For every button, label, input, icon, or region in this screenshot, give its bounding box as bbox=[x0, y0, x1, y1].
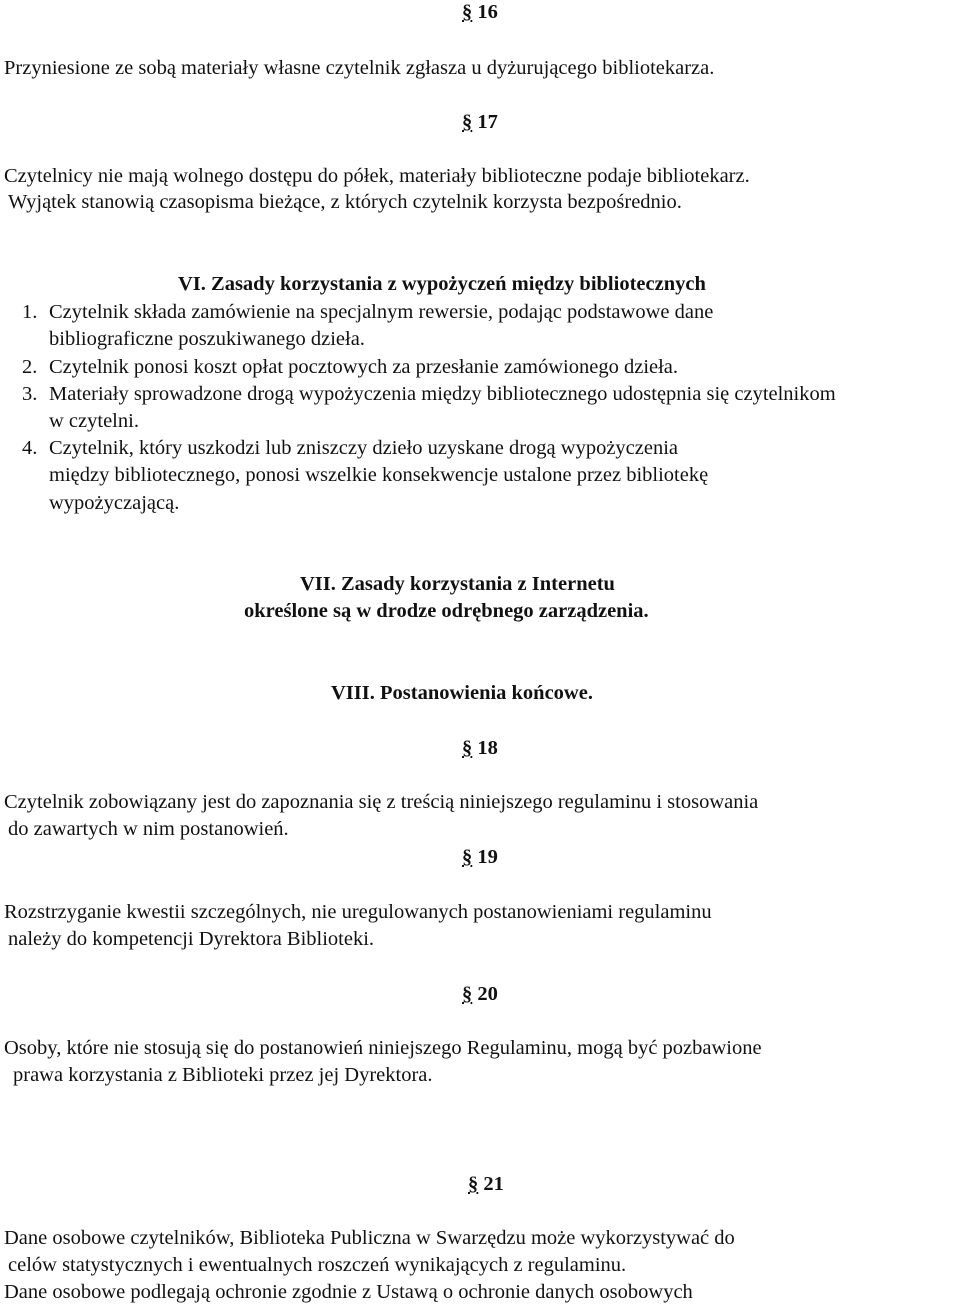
list-item-3-line-1: Materiały sprowadzone drogą wypożyczenia między bibliotecznego udostępnia się czytelnikom bbox=[49, 383, 836, 405]
list-item-number: 1. bbox=[22, 301, 38, 323]
paragraph-17-line-2: Wyjątek stanowią czasopisma bieżące, z których czytelnik korzysta bezpośrednio. bbox=[8, 191, 682, 213]
paragraph-19-line-1: Rozstrzyganie kwestii szczególnych, nie uregulowanych postanowieniami regulaminu bbox=[4, 901, 712, 923]
section-18-heading: § 18 bbox=[462, 737, 498, 759]
list-item-3-line-2: w czytelni. bbox=[49, 410, 139, 432]
list-item-number: 3. bbox=[22, 383, 38, 405]
paragraph-18-line-1: Czytelnik zobowiązany jest do zapoznania się z treścią niniejszego regulaminu i stosowania bbox=[4, 791, 759, 813]
paragraph-16-line-1: Przyniesione ze sobą materiały własne czytelnik zgłasza u dyżurującego bibliotekarza. bbox=[4, 57, 715, 79]
paragraph-18-line-2: do zawartych w nim postanowień. bbox=[8, 818, 289, 840]
section-19-heading: § 19 bbox=[462, 846, 498, 868]
paragraph-20-line-2: prawa korzystania z Biblioteki przez jej Dyrektora. bbox=[13, 1064, 433, 1086]
list-item-4-line-3: wypożyczającą. bbox=[49, 492, 180, 514]
chapter-8-heading: VIII. Postanowienia końcowe. bbox=[331, 682, 593, 704]
chapter-6-heading: VI. Zasady korzystania z wypożyczeń między bibliotecznych bbox=[178, 273, 706, 295]
list-item-4-line-2: między bibliotecznego, ponosi wszelkie konsekwencje ustalone przez bibliotekę bbox=[49, 464, 709, 486]
list-item-1-line-2: bibliograficzne poszukiwanego dzieła. bbox=[49, 328, 365, 350]
paragraph-21-line-1: Dane osobowe czytelników, Biblioteka Publiczna w Swarzędzu może wykorzystywać do bbox=[4, 1227, 735, 1249]
list-item-number: 4. bbox=[22, 437, 38, 459]
chapter-7-subheading: określone są w drodze odrębnego zarządzenia. bbox=[244, 600, 649, 622]
paragraph-20-line-1: Osoby, które nie stosują się do postanowień niniejszego Regulaminu, mogą być pozbawione bbox=[4, 1037, 762, 1059]
section-21-heading: § 21 bbox=[468, 1173, 504, 1195]
paragraph-21-line-2: celów statystycznych i ewentualnych roszczeń wynikających z regulaminu. bbox=[8, 1254, 627, 1276]
chapter-7-heading: VII. Zasady korzystania z Internetu bbox=[300, 573, 615, 595]
section-20-heading: § 20 bbox=[462, 983, 498, 1005]
section-16-heading: § 16 bbox=[462, 1, 498, 23]
list-item-2-line-1: Czytelnik ponosi koszt opłat pocztowych za przesłanie zamówionego dzieła. bbox=[49, 356, 679, 378]
section-17-heading: § 17 bbox=[462, 111, 498, 133]
paragraph-17-line-1: Czytelnicy nie mają wolnego dostępu do półek, materiały biblioteczne podaje bibliotekarz. bbox=[4, 165, 750, 187]
list-item-1-line-1: Czytelnik składa zamówienie na specjalnym rewersie, podając podstawowe dane bbox=[49, 301, 714, 323]
list-item-number: 2. bbox=[22, 356, 38, 378]
list-item-4-line-1: Czytelnik, który uszkodzi lub zniszczy dzieło uzyskane drogą wypożyczenia bbox=[49, 437, 679, 459]
paragraph-19-line-2: należy do kompetencji Dyrektora Biblioteki. bbox=[8, 928, 375, 950]
paragraph-21-line-3: Dane osobowe podlegają ochronie zgodnie z Ustawą o ochronie danych osobowych bbox=[4, 1281, 693, 1303]
